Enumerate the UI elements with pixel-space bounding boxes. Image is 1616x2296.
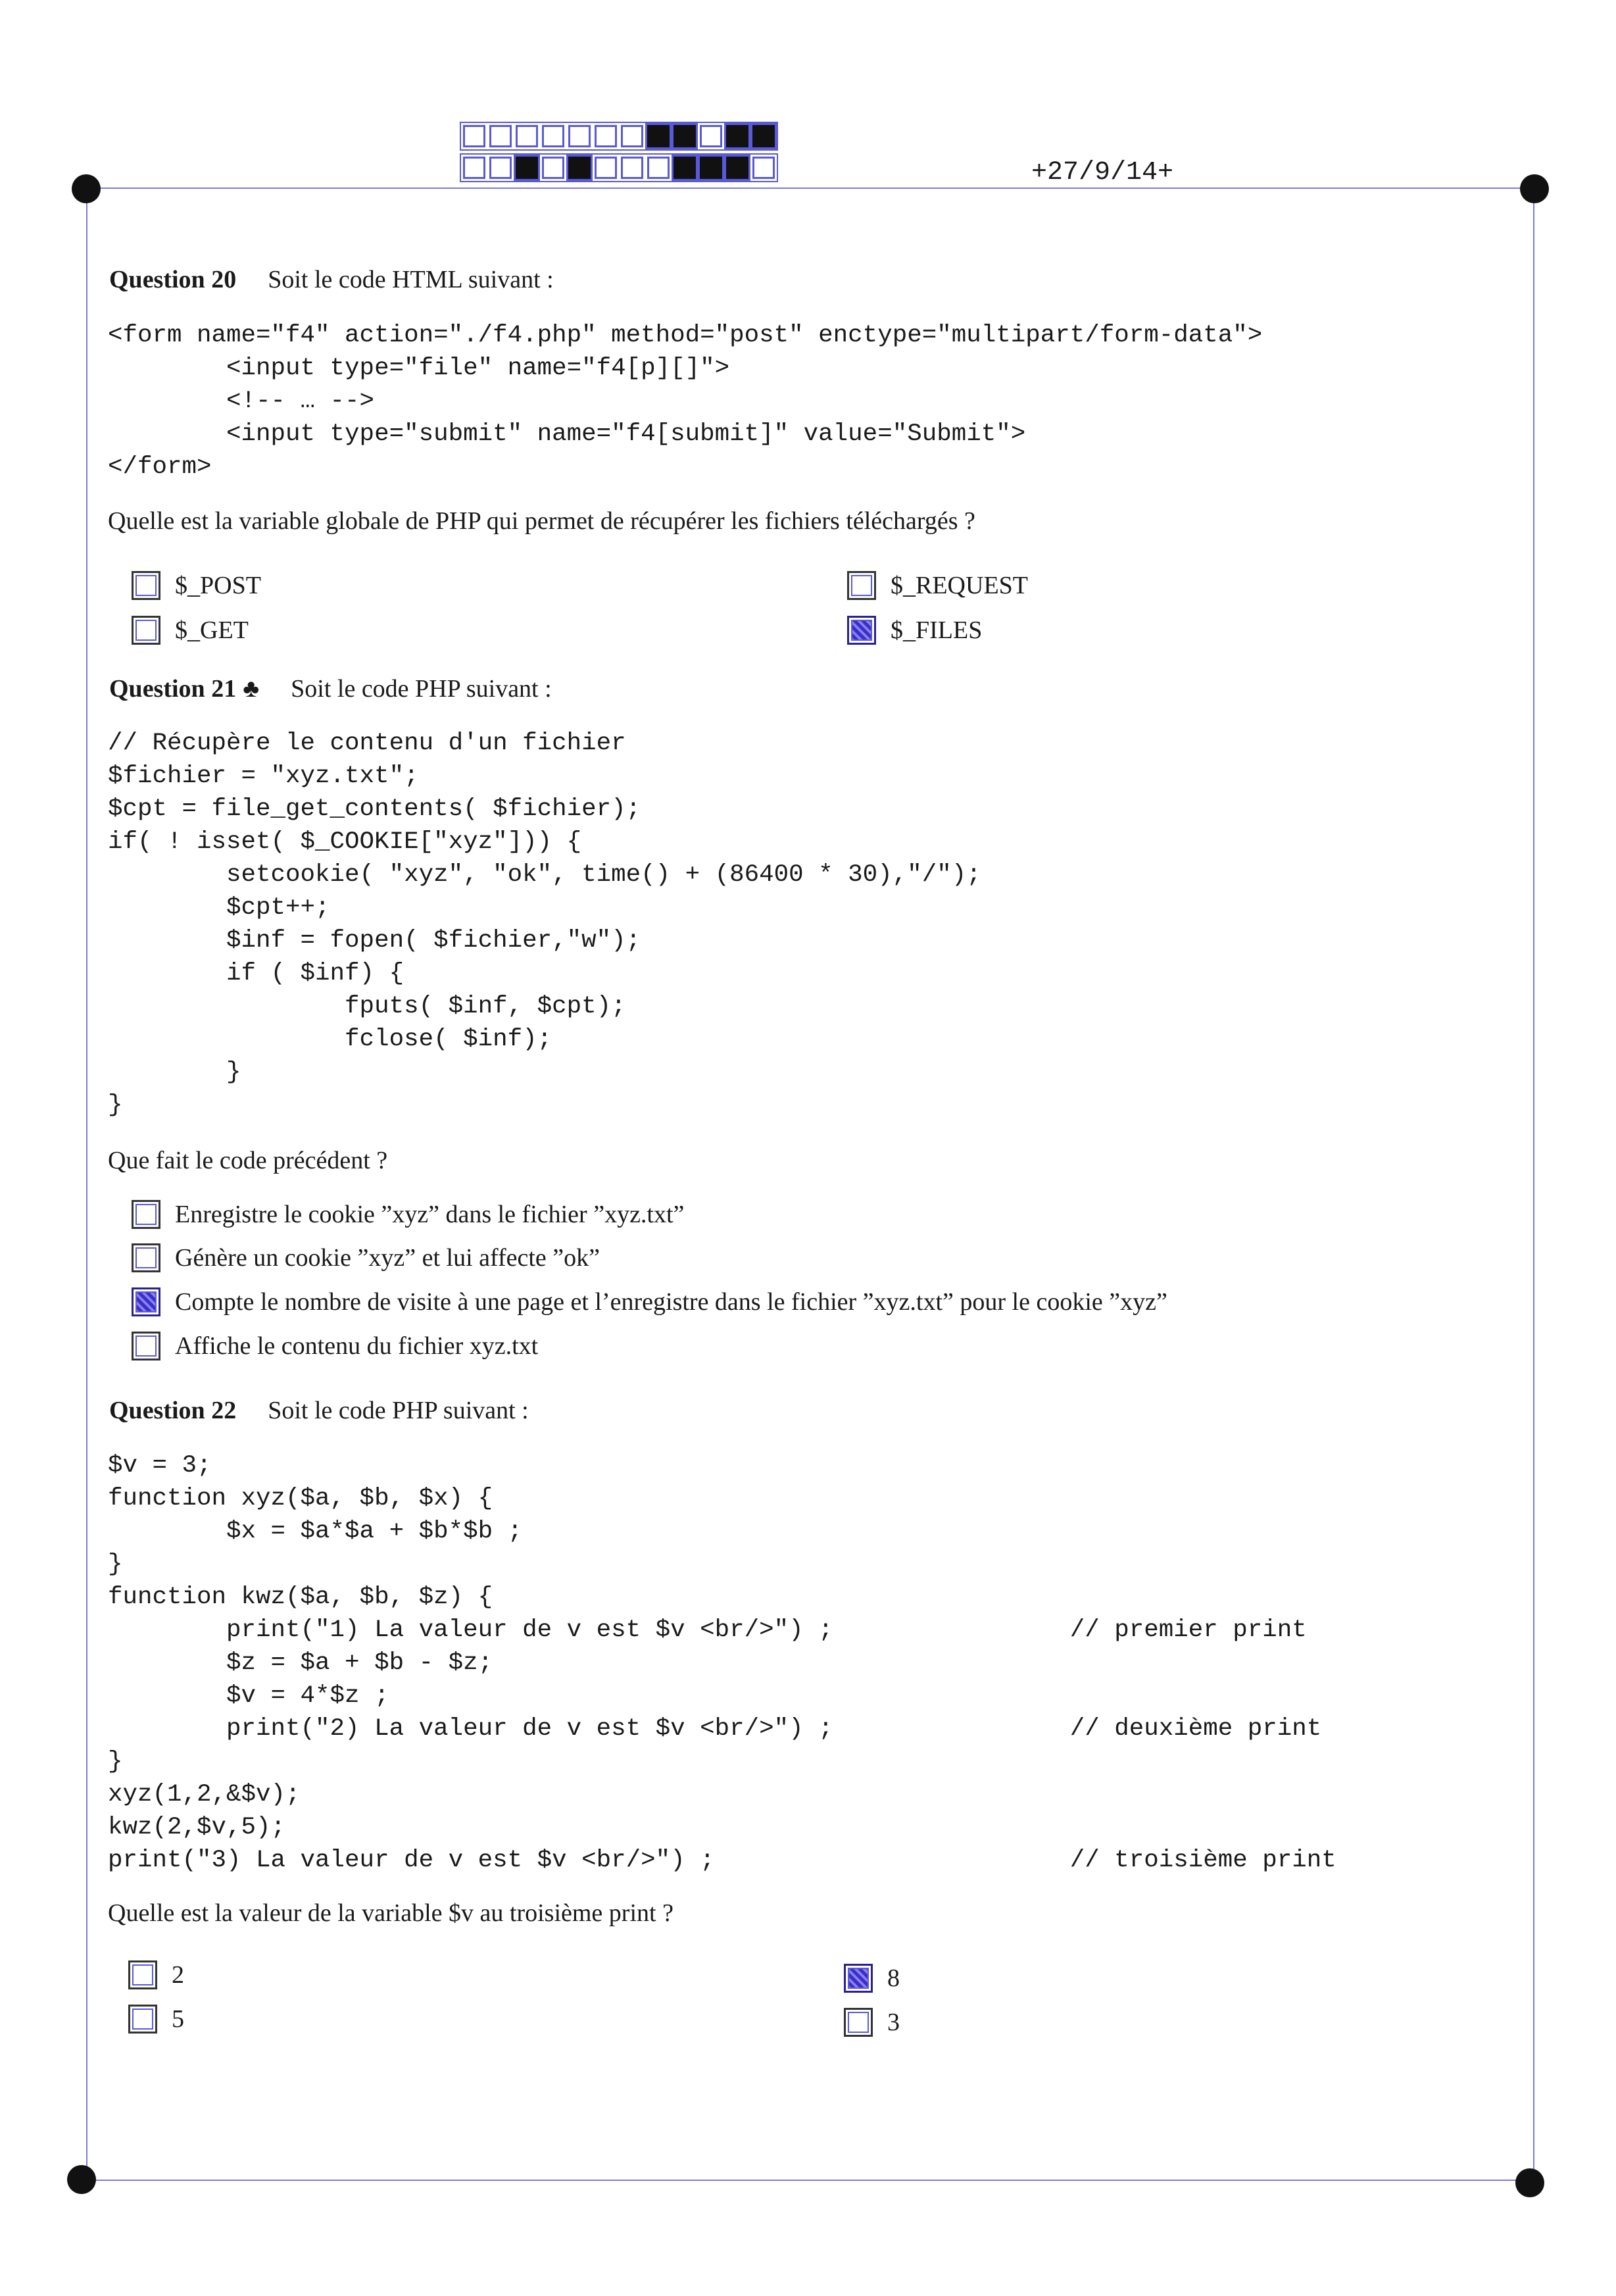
checkbox[interactable] [132,1287,160,1316]
id-grid-cell [726,125,748,147]
id-grid-cell [463,157,485,179]
choice-label: Génère un cookie ”xyz” et lui affecte ”ok” [175,1244,600,1272]
id-grid-cell [595,125,617,147]
checkbox[interactable] [847,571,876,600]
q20-choice-post[interactable] [132,571,261,600]
q22-choice-2[interactable] [128,1960,184,1989]
question-label: Question 20 [109,266,237,293]
id-grid-cell [568,125,591,147]
corner-mark-bottom-right [1515,2168,1544,2197]
question-label: Question 21 [109,675,237,703]
choice-label: 8 [887,1964,900,1992]
id-grid-cell [595,157,617,179]
q21-choice-1[interactable] [132,1200,684,1229]
question-22-code: $v = 3; function xyz($a, $b, $x) { $x = $a*$a + $b*$b ; } function kwz($a, $b, $z) { print("1) La valeur de v est $v <br/>") ; // premier print $z = $a + $b - $z; $v = 4*$z ; print("2) La valeur de v est $v <br/>") ; // deuxième print } xyz(1,2,&$v); kwz(2,$v,5); print("3) La valeur de v est $v <br/>") ; // troisième print [108,1452,1336,1874]
question-intro: Soit le code HTML suivant : [268,266,554,293]
question-21-code: // Récupère le contenu d'un fichier $fichier = "xyz.txt"; $cpt = file_get_contents( $fichier); if( ! isset( $_COOKIE["xyz"])) { setcookie( "xyz", "ok", time() + (86400 * 30),"/"); $cpt++; $inf = fopen( $fichier,"w"); if ( $inf) { fputs( $inf, $cpt); fclose( $inf); } } [108,730,981,1119]
question-20-prompt: Quelle est la variable globale de PHP qui permet de récupérer les fichiers téléchargés ? [108,507,975,535]
q20-choice-request[interactable] [847,571,1028,600]
checkbox[interactable] [132,1200,160,1229]
checkbox[interactable] [132,571,160,600]
id-grid-cell [516,157,538,179]
choice-label: $_GET [175,616,249,644]
id-grid-row-2 [460,153,778,182]
corner-mark-bottom-left [67,2165,96,2194]
id-grid-cell [568,157,591,179]
question-20-code: <form name="f4" action="./f4.php" method="post" enctype="multipart/form-data"> <input type="file" name="f4[p][]"> <!-- … --> <input type="submit" name="f4[submit]" value="Submit"> </form> [108,322,1263,481]
checkbox[interactable] [132,616,160,645]
choice-label: Compte le nombre de visite à une page et l’enregistre dans le fichier ”xyz.txt” pour le cookie ”xyz” [175,1288,1167,1316]
question-22-prompt: Quelle est la valeur de la variable $v au troisième print ? [108,1899,673,1927]
id-grid-cell [463,125,485,147]
question-21-prompt: Que fait le code précédent ? [108,1147,388,1174]
id-grid-cell [516,125,538,147]
corner-mark-top-left [72,174,101,203]
question-20-title [109,265,554,294]
id-grid-cell [700,125,722,147]
question-21-title [109,674,552,703]
id-grid-cell [673,125,696,147]
q21-choice-3[interactable] [132,1287,1167,1316]
q21-choice-4[interactable] [132,1332,538,1360]
id-grid-cell [542,157,564,179]
checkbox[interactable] [128,1960,157,1989]
id-grid-cell [489,125,512,147]
checkbox[interactable] [132,1243,160,1272]
checkbox[interactable] [847,616,876,645]
choice-label: 5 [172,2005,184,2033]
checkbox[interactable] [132,1332,160,1360]
question-label: Question 22 [109,1397,237,1424]
club-icon: ♣ [243,675,260,703]
checkbox[interactable] [844,1964,873,1993]
choice-label: 3 [887,2009,900,2036]
checkbox[interactable] [844,2008,873,2037]
choice-label: Affiche le contenu du fichier xyz.txt [175,1332,539,1360]
id-grid-cell [752,157,775,179]
choice-label: Enregistre le cookie ”xyz” dans le fichier ”xyz.txt” [175,1201,685,1228]
id-grid-cell [542,125,564,147]
q21-choice-2[interactable] [132,1243,600,1272]
page-code: +27/9/14+ [1031,158,1174,187]
id-grid-cell [752,125,775,147]
choice-label: $_POST [175,572,261,599]
id-grid-cell [647,157,670,179]
id-grid-cell [700,157,722,179]
question-intro: Soit le code PHP suivant : [291,675,552,703]
corner-mark-top-right [1520,174,1549,203]
id-grid-cell [621,125,643,147]
question-intro: Soit le code PHP suivant : [268,1397,529,1424]
q20-choice-files[interactable] [847,616,982,645]
q20-choice-get[interactable] [132,616,249,645]
id-grid-cell [621,157,643,179]
choice-label: $_FILES [891,616,983,644]
id-grid-cell [726,157,748,179]
id-grid-row-1 [460,122,778,151]
checkbox[interactable] [128,2005,157,2034]
choice-label: 2 [172,1961,184,1989]
q22-choice-8[interactable] [844,1964,900,1993]
choice-label: $_REQUEST [891,572,1028,599]
q22-choice-5[interactable] [128,2005,184,2034]
id-grid-cell [489,157,512,179]
page-frame [86,187,1534,2181]
id-grid-cell [647,125,670,147]
id-grid-cell [673,157,696,179]
question-22-title [109,1396,529,1425]
q22-choice-3[interactable] [844,2008,900,2037]
